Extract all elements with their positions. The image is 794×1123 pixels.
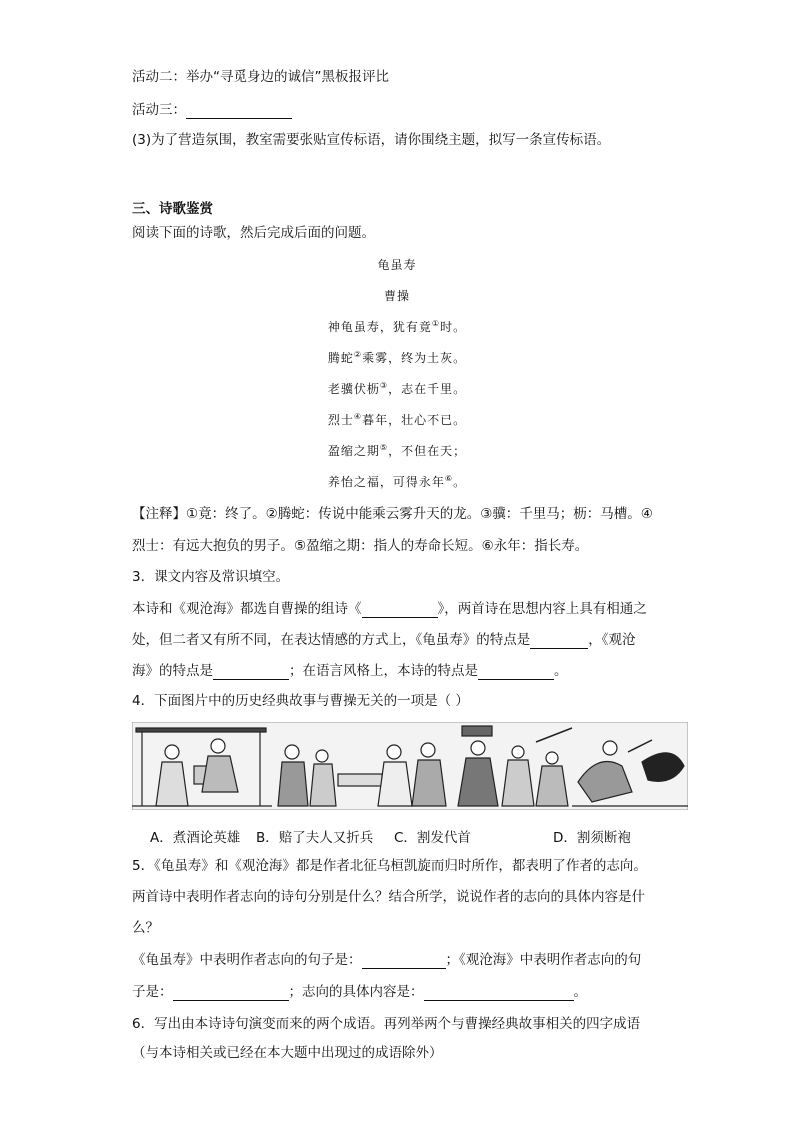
q4-option-b[interactable]: B．赔了夫人又折兵 (256, 830, 374, 846)
question-5-line-3: 么？ (132, 920, 159, 936)
activity3-label: 活动三： (132, 102, 186, 118)
activity2-line: 活动二：举办“寻觅身边的诚信”黑板报评比 (132, 69, 389, 85)
q3-blank-3 (213, 665, 289, 680)
question-3-slogan: (3)为了营造氛围，教室需要张贴宣传标语，请你围绕主题，拟写一条宣传标语。 (132, 132, 611, 148)
history-stories-illustration (132, 722, 688, 810)
q3-text-3b: ；在语言风格上，本诗的特点是 (289, 663, 478, 679)
poem-line-5-b: ，不但在天； (388, 444, 467, 458)
question-5-line-5 (132, 983, 587, 1001)
question-6-line-2: （与本诗相关或已经在本大题中出现过的成语除外） (132, 1045, 443, 1061)
q4-option-a[interactable]: A．煮酒论英雄 (150, 830, 241, 846)
question-3-title: 3．课文内容及常识填空。 (132, 569, 290, 585)
poem-line-2-b: 乘雾，终为土灰。 (362, 351, 467, 365)
q5-text-5c: 。 (573, 984, 587, 1000)
question-3-para-2 (132, 631, 636, 649)
question-5-line-2: 两首诗中表明作者志向的诗句分别是什么？结合所学，说说作者的志向的具体内容是什 (132, 889, 645, 905)
q3-text-2b: ，《观沧 (588, 632, 636, 648)
poem-line-1-a: 神龟虽寿，犹有竟 (327, 320, 432, 334)
poem-line-2-a: 腾蛇 (327, 351, 354, 365)
note-marker-5: ⑤ (379, 443, 389, 452)
q5-text-4a: 《龟虽寿》中表明作者志向的句子是： (132, 952, 362, 968)
poem-line-3-b: ，志在千里。 (388, 382, 467, 396)
notes-line-1: 【注释】①竟：终了。②腾蛇：传说中能乘云雾升天的龙。③骥：千里马；枥：马槽。④ (132, 506, 653, 522)
q3-text-1b: 》，两首诗在思想内容上具有相通之 (437, 601, 647, 617)
poem-line-4 (0, 411, 794, 428)
poem-line-1 (0, 318, 794, 335)
poem-title: 龟虽寿 (377, 258, 417, 272)
question-5-line-1: 5．《龟虽寿》和《观沧海》都是作者北征乌桓凯旋而归时所作，都表明了作者的志向。 (132, 858, 647, 874)
q3-text-3c: 。 (554, 663, 568, 679)
q5-blank-3 (424, 986, 574, 1001)
q5-text-5b: ；志向的具体内容是： (288, 984, 424, 1000)
note-marker-1: ① (431, 319, 441, 328)
note-marker-3: ③ (379, 381, 389, 390)
q5-text-5a: 子是： (132, 984, 173, 1000)
q3-text-3a: 海》的特点是 (132, 663, 213, 679)
poem-line-6-b: 。 (453, 475, 467, 489)
notes-line-2: 烈士：有远大抱负的男子。⑤盈缩之期：指人的寿命长短。⑥永年：指长寿。 (132, 538, 589, 554)
poem-line-6 (0, 473, 794, 490)
q4-option-c[interactable]: C．割发代首 (394, 830, 471, 846)
question-6-line-1: 6．写出由本诗诗句演变而来的两个成语。再列举两个与曹操经典故事相关的四字成语 (132, 1016, 641, 1032)
poem-line-3-a: 老骥伏枥 (327, 382, 380, 396)
question-3-para-1 (132, 600, 647, 618)
poem-line-5-a: 盈缩之期 (327, 444, 380, 458)
question-5-line-4 (132, 951, 641, 969)
poem-line-4-b: 暮年，壮心不已。 (362, 413, 467, 427)
note-marker-2: ② (353, 350, 363, 359)
q3-blank-2 (530, 634, 588, 649)
q3-blank-4 (478, 665, 554, 680)
activity3-line (132, 101, 292, 119)
question-3-para-3 (132, 662, 568, 680)
poem-line-4-a: 烈士 (327, 413, 354, 427)
poem-line-2 (0, 349, 794, 366)
q5-blank-1 (362, 954, 446, 969)
poem-line-1-b: 时。 (440, 320, 467, 334)
q5-blank-2 (173, 986, 289, 1001)
q3-text-2a: 处，但二者又有所不同，在表达情感的方式上，《龟虽寿》的特点是 (132, 632, 531, 648)
q3-text-1a: 本诗和《观沧海》都选自曹操的组诗《 (132, 601, 362, 617)
activity3-blank (186, 104, 292, 119)
question-4-title: 4．下面图片中的历史经典故事与曹操无关的一项是（ ） (132, 693, 469, 709)
q3-blank-1 (362, 603, 438, 618)
note-marker-6: ⑥ (444, 474, 454, 483)
section-3-heading: 三、诗歌鉴赏 (132, 201, 213, 217)
poem-line-6-a: 养怡之福，可得永年 (327, 475, 445, 489)
read-instruction: 阅读下面的诗歌，然后完成后面的问题。 (132, 225, 375, 241)
q5-text-4b: ；《观沧海》中表明作者志向的句 (445, 952, 642, 968)
poem-line-3 (0, 380, 794, 397)
q4-option-d[interactable]: D．割须断袍 (553, 830, 631, 846)
note-marker-4: ④ (353, 412, 363, 421)
poem-line-5 (0, 442, 794, 459)
poem-author: 曹操 (383, 289, 410, 303)
